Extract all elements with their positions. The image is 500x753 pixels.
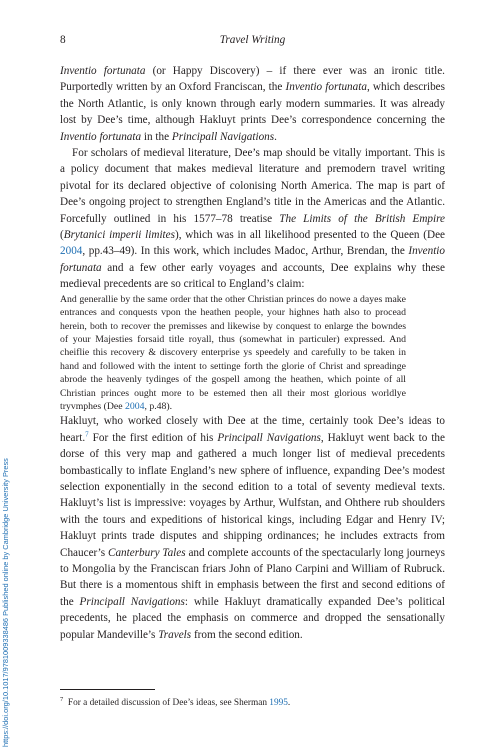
work-title: Inventio fortunata [60, 130, 142, 143]
text-run: and complete accounts of the spectacularly long journeys to Mongolia by the Franciscan friars John of Plano Carpini and William of Rubruck. But there is a momentous shift in emphasis between the first and second editions of the [60, 546, 445, 608]
text-run: : while Hakluyt dramatically expanded Dee’s political precedents, he placed the emphasis on commerce and dropped the sensationally popular Mandeville’s [60, 595, 445, 641]
citation-link[interactable]: 2004 [124, 400, 145, 412]
text-run: ), which was in all likelihood presented to the Queen (Dee [174, 229, 445, 242]
citation-link[interactable]: 2004 [60, 245, 83, 258]
page-header [60, 34, 445, 50]
text-run: , Hakluyt went back to the dorse of this very map and gathered a much longer list of medieval precedents bombastically to inflate England’s new sphere of influence, expanding Dee’s modest selection exponentially in the second edition to a total of seventy medieval texts. Hakluyt’s list is impressive: voyages by Arthur, Wulfstan, and Ohthere rub shoulders with the tours and expeditions of historical kings, including Edgar and Henry IV; Hakluyt prints trade disputes and shipping ordinances; he includes extracts from Chaucer’s [60, 431, 445, 559]
paragraph-2 [60, 145, 445, 293]
text-run: from the second edition. [191, 628, 303, 641]
work-title: Inventio fortunata [285, 81, 367, 94]
text-run: (or Happy Discovery) – if there ever was an ironic title. Purportedly written by an Oxford Franciscan, the [60, 65, 445, 94]
work-title: The Limits of the British Empire [279, 212, 445, 225]
block-quote [60, 293, 406, 414]
text-run: , which describes the North Atlantic, is only known through early modern summaries. It was already lost by Dee’s time, although Hakluyt prints Dee’s correspondence concerning the [60, 81, 446, 127]
page-number: 8 [60, 34, 66, 46]
text-run: ( [60, 229, 64, 242]
running-title: Travel Writing [219, 34, 286, 46]
text-run: and a few other early voyages and accounts, Dee explains why these medieval precedents are so critical to England’s claim: [60, 261, 445, 291]
footnote-text: For a detailed discussion of Dee’s ideas, see Sherman [67, 698, 270, 708]
text-run: , p.48). [144, 400, 173, 412]
work-title: Principall Navigations [217, 431, 321, 444]
work-title: Travels [158, 628, 192, 641]
citation-link[interactable]: 1995 [269, 698, 288, 708]
paragraph-3 [60, 413, 445, 643]
paragraph-1 [60, 63, 445, 145]
footnote-divider [60, 689, 155, 690]
text-run: For the first edition of his [88, 431, 218, 444]
work-title: Brytanici imperii limites [63, 229, 175, 242]
footnote-reference[interactable]: 7 [85, 430, 89, 439]
text-run: For scholars of medieval literature, Dee’s map should be vitally important. This is a policy document that makes medieval literature and premodern travel writing pivotal for its declared objective of colonising North America. The map is part of Dee’s ongoing project to strengthen England’s title in the Americas and the Atlantic. Forcefully outlined in his 1577–78 treatise [60, 147, 445, 225]
text-run: And generallie by the same order that the other Christian princes do nowe a dayes make entrances and conquests vpon the heathen people, your highnes hath also to procead herein, both to recover the premisses and likewise by conquest to enlarge the bowndes of your Majesties forsaid title royall, thus (somewhat in particuler) expressed. And cheiflie this recovery & discovery enterprise ys speedely and carefully to be taken in hand and followed with the intent to settinge forth the glorie of Christ and spreadinge abrode the heavenly tydinges of the gospell among the heathen, which pointe of all Christian princes ought more to be estemed then all their most glorious worldlye tryvmphes (Dee [60, 293, 406, 412]
work-title: Canterbury Tales [107, 546, 186, 559]
body-text [60, 63, 445, 643]
work-title: Inventio fortunata [60, 65, 146, 77]
work-title: Principall Navigations [79, 595, 185, 608]
text-run: in the [141, 130, 172, 143]
text-run: , pp.43–49). In this work, which includes Madoc, Arthur, Brendan, the [82, 245, 409, 258]
footnote-number: 7 [60, 695, 64, 703]
work-title: Inventio fortunata [60, 245, 445, 274]
text-run: . [274, 130, 277, 143]
doi-link[interactable]: https://doi.org/10.1017/9781009338486 Published online by Cambridge University Press [1, 458, 10, 747]
side-doi-link-container [1, 458, 10, 748]
text-run: Hakluyt, who worked closely with Dee at the time, certainly took Dee’s ideas to heart. [60, 415, 445, 444]
work-title: Principall Navigations [171, 130, 275, 143]
footnote [60, 697, 445, 709]
text-run: . [287, 698, 291, 708]
